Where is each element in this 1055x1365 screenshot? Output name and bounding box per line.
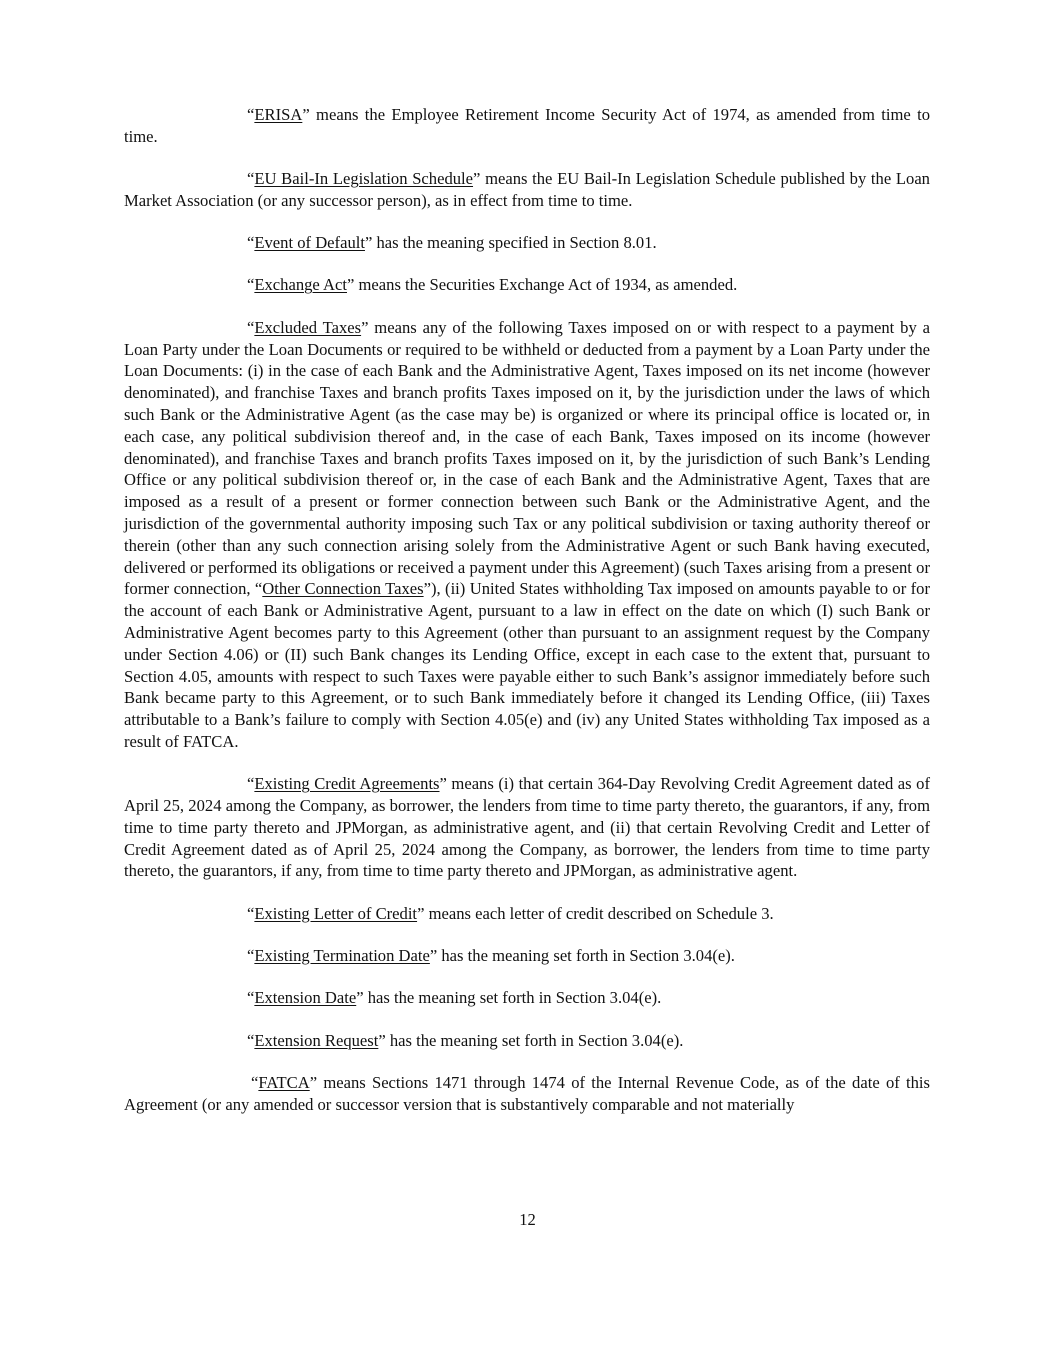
open-quote: “: [247, 169, 255, 189]
definition-text: ” means Sections 1471 through 1474 of the Internal Revenue Code, as of the date of this Agreement (or any amended or successor version that is substantively comparable and not materially: [124, 1072, 930, 1114]
defined-term: Existing Termination Date: [254, 946, 430, 965]
definition-event-of-default: [124, 232, 930, 254]
definition-extension-request: [124, 1030, 930, 1052]
defined-term: Extension Date: [254, 988, 357, 1008]
defined-term: Excluded Taxes: [254, 317, 362, 337]
open-quote: “: [247, 903, 255, 923]
open-quote: “: [247, 317, 255, 337]
definition-text: ” means any of the following Taxes imposed on or with respect to a payment by a Loan Party under the Loan Documents or required to be withheld or deducted from a payment by a Loan Party under the Loan Documents: (i) in the case of each Bank and the Administrative Agent, Taxes imposed on its net income (however denominated), and franchise Taxes and branch profits Taxes imposed on it, by the jurisdiction under the laws of which such Bank or the Administrative Agent (as the case may be) is organized or where its principal office is located or, in each case, any political subdivision thereof and, in the case of each Bank, Taxes imposed on its income (however denominated), and franchise Taxes and branch profits Taxes imposed on it, by the jurisdiction of such Bank’s Lending Office or any political subdivision thereof or, in the case of each Bank and the Administrative Agent, Taxes that are imposed as a result of a present or former connection between such Bank or the Administrative Agent, and the jurisdiction of the governmental authority imposing such Tax or any political subdivision or taxing authority thereof or therein (other than any such connection arising solely from the Administrative Agent or such Bank having executed, delivered or performed its obligations or received a payment under this Agreement) (such Taxes arising from a present or former connection, “: [124, 317, 930, 599]
defined-term: EU Bail-In Legislation Schedule: [254, 169, 474, 189]
definition-excluded-taxes: [124, 317, 930, 753]
definition-extension-date: [124, 987, 930, 1009]
definition-existing-letter-of-credit: [124, 903, 930, 925]
definition-exchange-act: [124, 274, 930, 296]
definition-text: ” means (i) that certain 364-Day Revolving Credit Agreement dated as of April 25, 2024 among the Company, as borrower, the lenders from time to time party thereto, the guarantors, if any, from time to time party thereto and JPMorgan, as administrative agent, and (ii) that certain Revolving Credit and Letter of Credit Agreement dated as of April 25, 2024 among the Company, as borrower, the lenders from time to time party thereto, the guarantors, if any, from time to time party thereto and JPMorgan, as administrative agent.: [124, 774, 930, 881]
definition-text: ” means each letter of credit described on Schedule 3.: [417, 903, 774, 923]
definition-text: ” means the EU Bail-In Legislation Schedule published by the Loan Market Association (or any successor person), as in effect from time to time.: [124, 169, 930, 210]
open-quote: “: [247, 774, 255, 794]
page-number: 12: [519, 1210, 536, 1229]
defined-term: Existing Letter of Credit: [254, 903, 418, 923]
inner-defined-term: Other Connection Taxes: [262, 579, 424, 599]
definition-fatca: [124, 1072, 930, 1116]
defined-term: FATCA: [258, 1072, 310, 1092]
open-quote: “: [247, 105, 255, 124]
defined-term: Extension Request: [254, 1030, 379, 1050]
definition-text: ” means the Employee Retirement Income Security Act of 1974, as amended from time to time.: [124, 105, 930, 146]
open-quote: “: [247, 233, 255, 253]
defined-term: Exchange Act: [254, 275, 347, 295]
definition-existing-termination-date: [124, 945, 930, 967]
definition-text: ” has the meaning set forth in Section 3.04(e).: [356, 988, 662, 1008]
definition-text-continued: ”), (ii) United States withholding Tax imposed on amounts payable to or for the account of each Bank or Administrative Agent, pursuant to a law in effect on the date on which (I) such Bank or Administrative Agent becomes party to this Agreement (other than pursuant to an assignment request by the Company under Section 4.06) or (II) such Bank changes its Lending Office, except in each case to the extent that, pursuant to Section 4.05, amounts with respect to such Taxes were payable either to such Bank’s assignor immediately before such Bank became party to this Agreement, or to such Bank immediately before it changed its Lending Office, (iii) Taxes attributable to a Bank’s failure to comply with Section 4.05(e) and (iv) any United States withholding Tax imposed as a result of FATCA.: [124, 579, 930, 751]
definition-erisa: [124, 104, 930, 148]
definition-text: ” means the Securities Exchange Act of 1934, as amended.: [347, 275, 738, 295]
defined-term: Existing Credit Agreements: [254, 774, 440, 794]
open-quote: “: [247, 1030, 255, 1050]
defined-term: Event of Default: [254, 233, 365, 253]
definition-eu-bail-in-legislation-schedule: [124, 168, 930, 212]
open-quote: “: [247, 275, 255, 295]
definition-existing-credit-agreements: [124, 773, 930, 882]
open-quote: “: [251, 1072, 259, 1092]
defined-term: ERISA: [254, 105, 303, 124]
definition-text: ” has the meaning set forth in Section 3.04(e).: [429, 946, 735, 965]
open-quote: “: [247, 946, 255, 965]
definition-text: ” has the meaning specified in Section 8.01.: [364, 233, 657, 253]
document-page: [124, 104, 930, 1115]
definition-text: ” has the meaning set forth in Section 3.04(e).: [378, 1030, 684, 1050]
open-quote: “: [247, 988, 255, 1008]
